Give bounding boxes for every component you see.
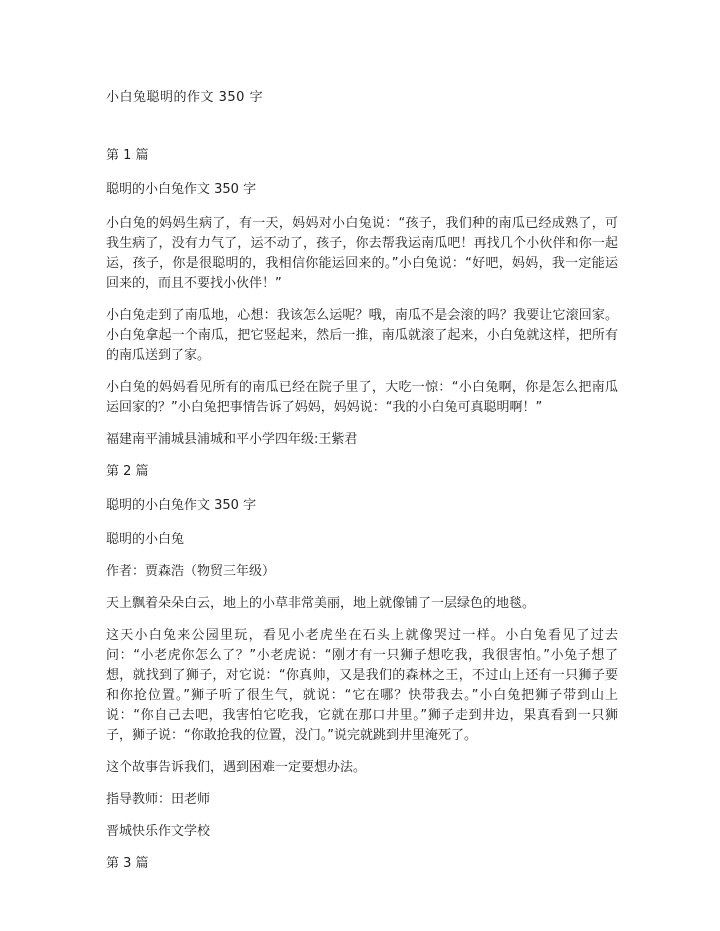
author-line: 福建南平浦城县浦城和平小学四年级:王紫君 [106, 432, 358, 447]
essay-title-1: 聪明的小白兔作文 350 字 [106, 182, 257, 197]
author-line: 作者：贾森浩（物贸三年级） [106, 564, 276, 579]
paragraph: 小白兔的妈妈生病了，有一天，妈妈对小白兔说：“孩子，我们种的南瓜已经成熟了，可我生病了，没有力气了，运不动了，孩子，你去帮我运南瓜吧！再找几个小伙伴和你一起运，孩子，你是很聪明的，我相信你能运回来的。”小白兔说：“好吧，妈妈，我一定能运回来的，而且不要找小伙伴！” [106, 216, 618, 291]
document-title: 小白兔聪明的作文 350 字 [106, 90, 264, 105]
essay-subtitle: 聪明的小白兔 [106, 532, 185, 547]
paragraph: 这天小白兔来公园里玩，看见小老虎坐在石头上就像哭过一样。小白兔看见了过去问：“小老虎你怎么了？”小老虎说：“刚才有一只狮子想吃我，我很害怕。”小兔子想了想，就找到了狮子，对它说：“你真帅，又是我们的森林之王，不过山上还有一只狮子要和你抢位置。”狮子听了很生气，就说：“它在哪？快带我去。”小白兔把狮子带到山上说：“你自己去吧，我害怕它吃我，它就在那口井里。”狮子走到井边，果真看到一只狮子，狮子说：“你敢抢我的位置，没门。”说完就跳到井里淹死了。 [106, 628, 618, 743]
paragraph: 天上飘着朵朵白云，地上的小草非常美丽，地上就像铺了一层绿色的地毯。 [106, 596, 536, 611]
teacher-line: 指导教师：田老师 [106, 792, 211, 807]
section-heading-2: 第 2 篇 [106, 464, 149, 479]
document-body [106, 146, 618, 888]
section-heading-1: 第 1 篇 [106, 148, 149, 163]
paragraph: 这个故事告诉我们，遇到困难一定要想办法。 [106, 760, 367, 775]
essay-title-2: 聪明的小白兔作文 350 字 [106, 498, 257, 513]
school-line: 晋城快乐作文学校 [106, 824, 211, 839]
paragraph: 小白兔走到了南瓜地，心想：我该怎么运呢？哦，南瓜不是会滚的吗？我要让它滚回家。小白兔拿起一个南瓜，把它竖起来，然后一推，南瓜就滚了起来，小白兔就这样，把所有的南瓜送到了家。 [106, 308, 618, 363]
paragraph: 小白兔的妈妈看见所有的南瓜已经在院子里了，大吃一惊：“小白兔啊，你是怎么把南瓜运回家的？”小白兔把事情告诉了妈妈，妈妈说：“我的小白兔可真聪明啊！” [106, 380, 618, 415]
section-heading-3: 第 3 篇 [106, 856, 149, 871]
